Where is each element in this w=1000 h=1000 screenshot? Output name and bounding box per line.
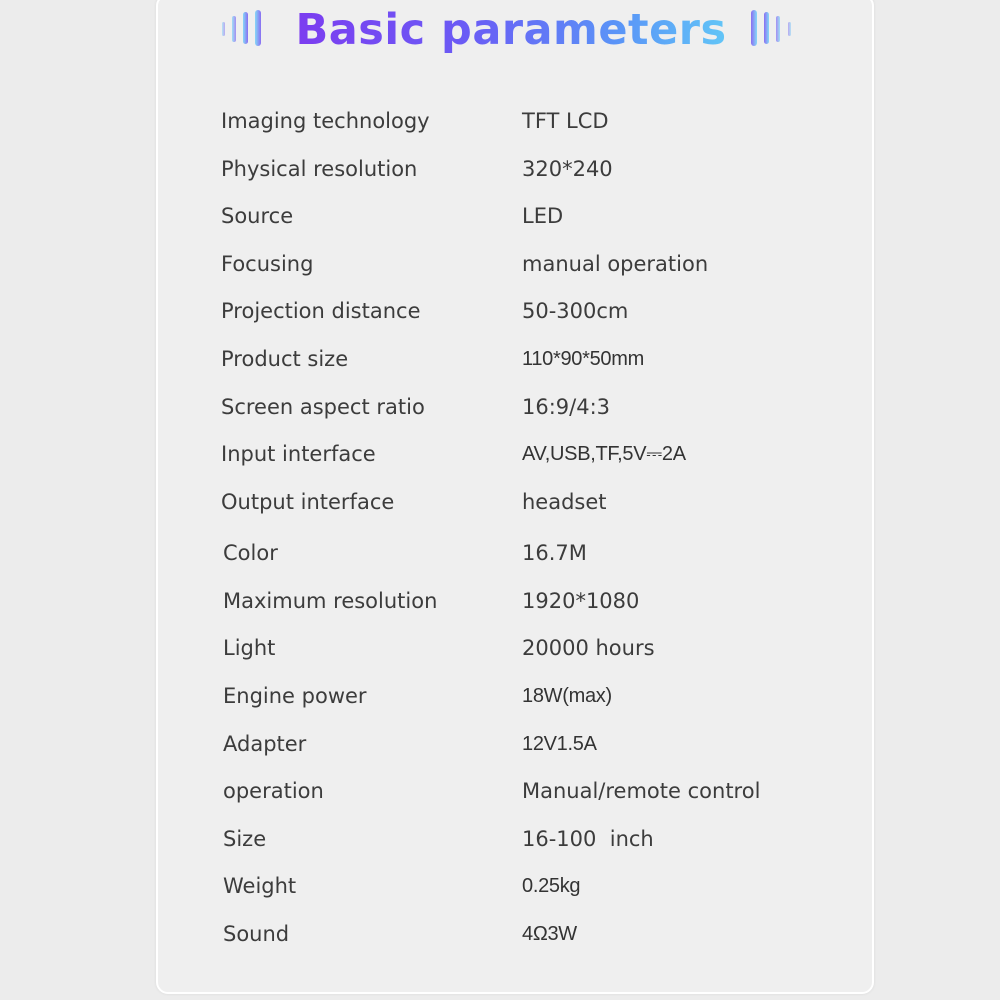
spec-label: Sound bbox=[223, 922, 290, 946]
spec-value: AV,USB,TF,5V⎓2A bbox=[522, 443, 686, 465]
spec-row bbox=[0, 584, 1000, 618]
spec-row bbox=[0, 536, 1000, 570]
spec-label: Screen aspect ratio bbox=[221, 395, 425, 419]
spec-label: Input interface bbox=[221, 442, 376, 466]
spec-label: Engine power bbox=[223, 684, 367, 708]
spec-row bbox=[0, 294, 1000, 328]
spec-row bbox=[0, 631, 1000, 665]
spec-value: 320*240 bbox=[522, 157, 613, 181]
spec-label: Light bbox=[223, 636, 276, 660]
spec-row bbox=[0, 774, 1000, 808]
spec-row bbox=[0, 485, 1000, 519]
spec-label: Imaging technology bbox=[221, 109, 430, 133]
spec-row bbox=[0, 199, 1000, 233]
spec-row bbox=[0, 247, 1000, 281]
spec-value: TFT LCD bbox=[522, 109, 609, 133]
spec-value: 1920*1080 bbox=[522, 589, 640, 613]
spec-label: Focusing bbox=[221, 252, 314, 276]
spec-row bbox=[0, 727, 1000, 761]
spec-value: LED bbox=[522, 204, 564, 228]
spec-label: operation bbox=[223, 779, 324, 803]
spec-label: Product size bbox=[221, 347, 349, 371]
spec-value: 12V1.5A bbox=[522, 733, 597, 755]
spec-value: headset bbox=[522, 490, 607, 514]
spec-value: 16-100 inch bbox=[522, 827, 654, 851]
spec-row bbox=[0, 869, 1000, 903]
spec-label: Projection distance bbox=[221, 299, 421, 323]
title-row bbox=[0, 0, 1000, 60]
spec-value: 110*90*50mm bbox=[522, 348, 644, 370]
spec-row bbox=[0, 679, 1000, 713]
spec-value: 50-300cm bbox=[522, 299, 629, 323]
spec-row bbox=[0, 152, 1000, 186]
spec-value: Manual/remote control bbox=[522, 779, 761, 803]
spec-row bbox=[0, 917, 1000, 951]
spec-value: 0.25kg bbox=[522, 875, 581, 897]
equalizer-bars-icon bbox=[220, 8, 268, 48]
spec-value: 16:9/4:3 bbox=[522, 395, 611, 419]
spec-value: 16.7M bbox=[522, 541, 587, 565]
spec-label: Source bbox=[221, 204, 294, 228]
spec-label: Color bbox=[223, 541, 278, 565]
spec-label: Weight bbox=[223, 874, 297, 898]
spec-label: Maximum resolution bbox=[223, 589, 438, 613]
spec-value: manual operation bbox=[522, 252, 709, 276]
spec-label: Size bbox=[223, 827, 267, 851]
spec-label: Physical resolution bbox=[221, 157, 418, 181]
spec-value: 4Ω3W bbox=[522, 923, 577, 945]
page-title: Basic parameters bbox=[294, 2, 728, 58]
spec-row bbox=[0, 437, 1000, 471]
spec-row bbox=[0, 342, 1000, 376]
spec-row bbox=[0, 822, 1000, 856]
spec-row bbox=[0, 104, 1000, 138]
spec-value: 18W(max) bbox=[522, 685, 612, 707]
spec-label: Output interface bbox=[221, 490, 395, 514]
spec-label: Adapter bbox=[223, 732, 307, 756]
spec-value: 20000 hours bbox=[522, 636, 655, 660]
equalizer-bars-icon bbox=[748, 8, 796, 48]
spec-row bbox=[0, 390, 1000, 424]
